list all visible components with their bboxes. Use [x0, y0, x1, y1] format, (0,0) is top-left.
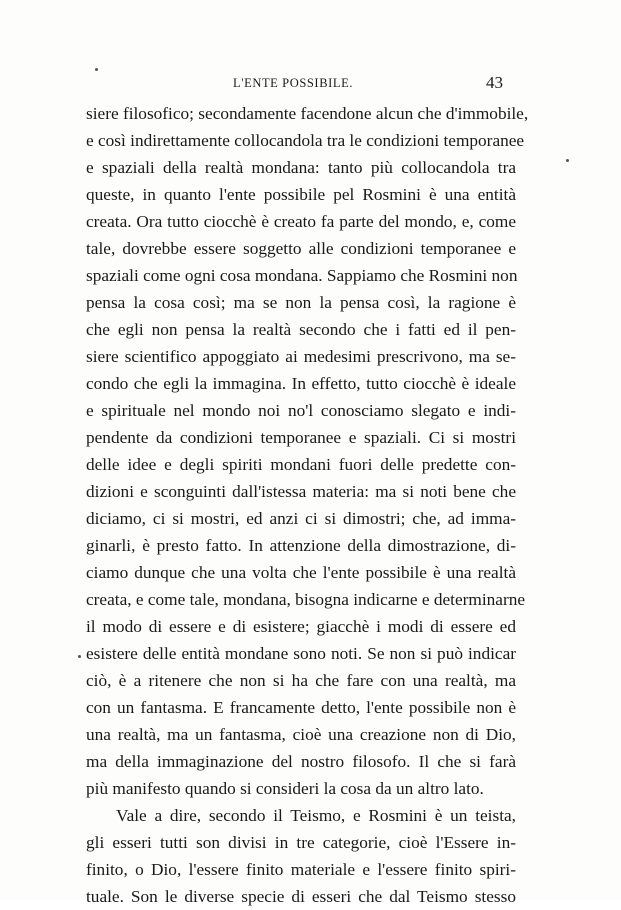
text-line: e così indirettamente collocandola tra le condizioni temporanee [86, 131, 525, 150]
text-line: più manifesto quando si consideri la cosa da un altro lato. [86, 779, 484, 798]
page-number: 43 [486, 73, 503, 92]
text-line: spaziali come ogni cosa mondana. Sappiamo che Rosmini non [86, 266, 518, 285]
text-line: Vale a dire, secondo il Teismo, e Rosmini è un teista, [116, 806, 516, 825]
text-line: queste, in quanto l'ente possibile pel Rosmini è una entità [86, 185, 516, 204]
text-line: una realtà, ma un fantasma, cioè una creazione non di Dio, [86, 725, 516, 744]
text-line: ginarli, è presto fatto. In attenzione della dimostrazione, di- [86, 536, 516, 555]
text-line: che egli non pensa la realtà secondo che i fatti ed il pen- [86, 320, 516, 339]
text-line: pensa la cosa così; ma se non la pensa così, la ragione è [86, 293, 516, 312]
text-line: ma della immaginazione del nostro filosofo. Il che si farà [86, 752, 516, 771]
text-line: diciamo, ci si mostri, ed anzi ci si dimostri; che, ad imma- [86, 509, 516, 528]
text-line: ciò, è a ritenere che non si ha che fare con una realtà, ma [86, 671, 516, 690]
text-line: con un fantasma. E francamente detto, l'ente possibile non è [86, 698, 516, 717]
text-line: delle idee e degli spiriti mondani fuori delle predette con- [86, 455, 516, 474]
scan-speck [78, 655, 81, 658]
paragraph-1 [86, 100, 529, 802]
running-head: L'ENTE POSSIBILE. [233, 76, 354, 90]
text-line: pendente da condizioni temporanee e spaziali. Ci si mostri [86, 428, 516, 447]
body-text [86, 100, 529, 910]
text-line: finito, o Dio, l'essere finito materiale e l'essere finito spiri- [86, 860, 516, 879]
paragraph-2 [86, 802, 516, 910]
text-line: creata, e come tale, mondana, bisogna indicarne e determinarne [86, 590, 526, 609]
text-line: dizioni e sconguinti dall'istessa materia: ma si noti bene che [86, 482, 516, 501]
text-line: creata. Ora tutto ciocchè è creato fa parte del mondo, e, come [86, 212, 516, 231]
text-line: e spaziali della realtà mondana: tanto più collocandola tra [86, 158, 516, 177]
scan-speck [95, 68, 98, 71]
text-line: condo che egli la immagina. In effetto, tutto ciocchè è ideale [86, 374, 516, 393]
text-line: siere scientifico appoggiato ai medesimi prescrivono, ma se- [86, 347, 516, 366]
text-line: esistere delle entità mondane sono noti. Se non si può indicar [86, 644, 516, 663]
scan-speck [566, 159, 569, 162]
text-line: gli esseri tutti son divisi in tre categorie, cioè l'Essere in- [86, 833, 516, 852]
text-line: siere filosofico; secondamente facendone alcun che d'immobile, [86, 104, 529, 123]
text-line: ciamo dunque che una volta che l'ente possibile è una realtà [86, 563, 516, 582]
text-line: tuale. Son le diverse specie di esseri che dal Teismo stesso [86, 887, 516, 906]
text-line: e spirituale nel mondo noi no'l conosciamo slegato e indi- [86, 401, 516, 420]
text-line: il modo di essere e di esistere; giacchè i modi di essere ed [86, 617, 516, 636]
text-line: tale, dovrebbe essere soggetto alle condizioni temporanee e [86, 239, 516, 258]
